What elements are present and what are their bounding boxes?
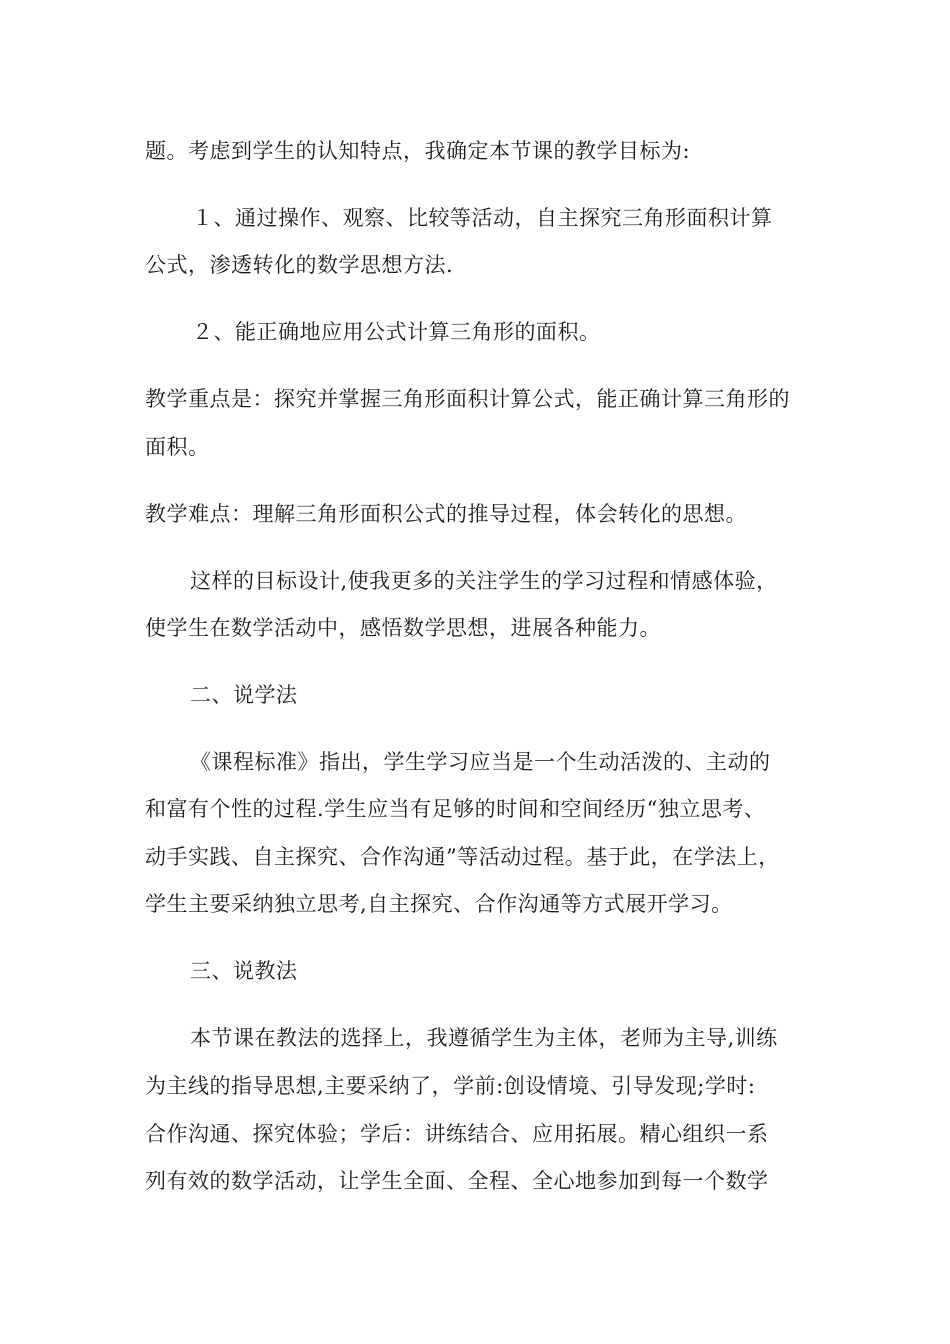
paragraph-line: 《课程标准》指出，学生学习应当是一个生动活泼的、主动的	[190, 750, 771, 774]
paragraph-line: 本节课在教法的选择上，我遵循学生为主体，老师为主导,训练	[190, 1026, 778, 1050]
paragraph-line: 学生主要采纳独立思考,自主探究、合作沟通等方式展开学习。	[145, 892, 733, 916]
paragraph-line: 公式，渗透转化的数学思想方法.	[145, 253, 454, 277]
objective-1-line: １、通过操作、观察、比较等活动，自主探究三角形面积计算	[192, 206, 773, 230]
paragraph-line: 列有效的数学活动，让学生全面、全程、全心地参加到每一个数学	[145, 1169, 769, 1193]
section-heading-learning-methods: 二、说学法	[190, 683, 298, 707]
key-points-line: 教学重点是：探究并掌握三角形面积计算公式，能正确计算三角形的	[145, 387, 790, 411]
paragraph-line: 这样的目标设计,使我更多的关注学生的学习过程和情感体验，	[190, 569, 778, 593]
paragraph-line: 面积。	[145, 435, 210, 459]
paragraph-line: 为主线的指导思想,主要采纳了，学前:创设情境、引导发现;学时:	[145, 1074, 756, 1098]
section-heading-teaching-methods: 三、说教法	[190, 959, 298, 983]
paragraph-line: 使学生在数学活动中，感悟数学思想，进展各种能力。	[145, 616, 661, 640]
paragraph-line: 题。考虑到学生的认知特点，我确定本节课的教学目标为:	[145, 139, 691, 163]
difficulties-line: 教学难点：理解三角形面积公式的推导过程，体会转化的思想。	[145, 502, 747, 526]
paragraph-line: 动手实践、自主探究、合作沟通”等活动过程。基于此，在学法上，	[145, 845, 780, 869]
paragraph-line: 和富有个性的过程.学生应当有足够的时间和空间经历“独立思考、	[145, 797, 766, 821]
paragraph-line: 合作沟通、探究体验；学后：讲练结合、应用拓展。精心组织一系	[145, 1122, 769, 1146]
objective-2-line: ２、能正确地应用公式计算三角形的面积。	[192, 320, 601, 344]
